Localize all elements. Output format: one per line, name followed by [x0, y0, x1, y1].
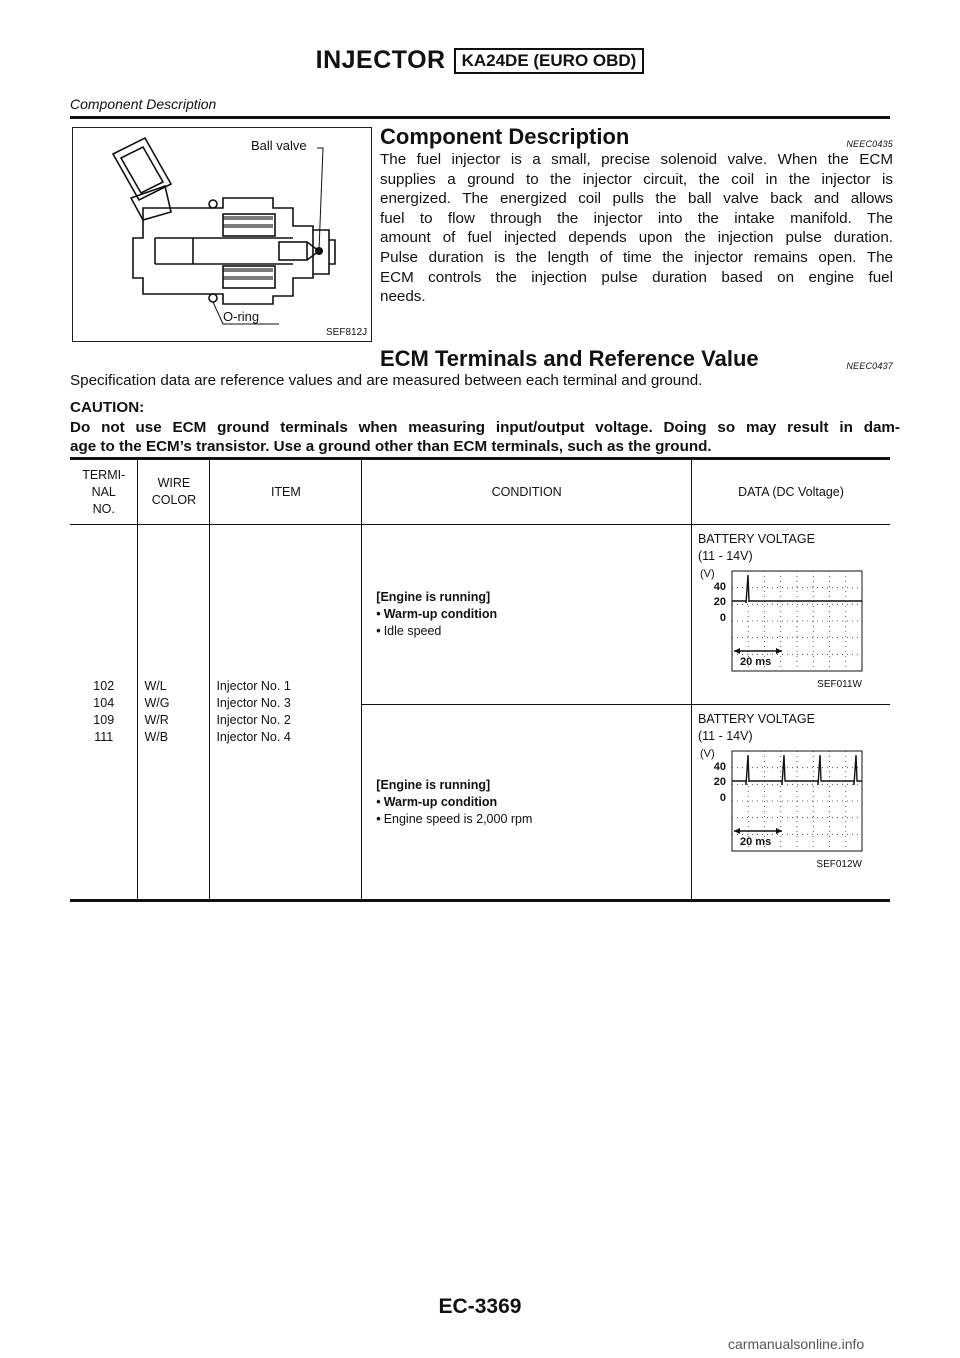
wire-cell: W/L W/G W/R W/B	[138, 525, 210, 901]
description-line: fuel to flow through the injector into the intake manifold. The	[380, 209, 893, 227]
description-line: needs.	[380, 288, 426, 306]
caution-line: age to the ECM’s transistor. Use a ground other than ECM terminals, such as the ground.	[70, 438, 712, 456]
scope-tick-label: 20	[713, 596, 726, 608]
injector-figure	[72, 127, 372, 342]
watermark: carmanualsonline.info	[728, 1336, 865, 1352]
ecm-section-header	[380, 344, 893, 372]
item-cell: Injector No. 1 Injector No. 3 Injector No. 2 Injector No. 4	[210, 525, 362, 901]
page-number: EC-3369	[438, 1295, 522, 1318]
section-title-ecm: ECM Terminals and Reference Value	[380, 346, 759, 371]
header-rule	[70, 116, 890, 119]
description-line: The fuel injector is a small, precise solenoid valve. When the ECM	[380, 151, 893, 168]
scope-timebase-label: 20 ms	[739, 656, 772, 668]
page-subtitle: Component Description	[70, 96, 217, 112]
description-paragraph	[380, 150, 893, 307]
col-terminal-header: TERMI- NAL NO.	[70, 459, 138, 525]
engine-badge: KA24DE (EURO OBD)	[454, 48, 645, 74]
oscilloscope-trace-idle	[698, 565, 884, 689]
scope-tick-label: 0	[719, 612, 726, 624]
component-description	[380, 120, 893, 307]
col-wire-header: WIRE COLOR	[138, 459, 210, 525]
table-row	[70, 525, 890, 705]
description-line: energized. The energized coil pulls the ball valve back and allows	[380, 190, 893, 208]
scope-tick-label: 0	[719, 792, 726, 804]
col-item-header: ITEM	[210, 459, 362, 525]
caution-label: CAUTION:	[70, 399, 145, 416]
data-cell: BATTERY VOLTAGE (11 - 14V) (V) 40 20 0 20 ms SEF012W	[691, 705, 890, 901]
description-line: supplies a ground to the injector circuit, the coil in the injector is	[380, 170, 893, 188]
description-line: ECM controls the injection pulse duration based on engine fuel	[380, 268, 893, 286]
intro-text: Specification data are reference values and are measured between each terminal and ground.	[70, 372, 703, 389]
scope-figure-code: SEF011W	[817, 679, 862, 689]
condition-cell: [Engine is running] • Warm-up condition • Idle speed	[362, 525, 692, 705]
page-title: INJECTOR	[315, 46, 446, 74]
section-code: NEEC0435	[846, 139, 893, 149]
scope-tick-label: 40	[713, 581, 726, 593]
ecm-reference-table	[70, 457, 890, 902]
o-ring-label: O-ring	[223, 309, 260, 324]
scope-figure-code: SEF012W	[816, 859, 862, 869]
description-line: amount of fuel injected depends upon the injection pulse duration.	[380, 229, 893, 247]
terminal-cell: 102 104 109 111	[70, 525, 138, 901]
ball-valve-label: Ball valve	[251, 138, 307, 153]
scope-unit-label: (V)	[699, 568, 715, 580]
section-code: NEEC0437	[846, 361, 893, 371]
oscilloscope-trace-2000rpm	[698, 745, 884, 869]
scope-unit-label: (V)	[699, 748, 715, 760]
figure-code: SEF812J	[326, 327, 368, 338]
table-header-row	[70, 459, 890, 525]
section-title-component: Component Description	[380, 124, 630, 149]
caution-text	[70, 418, 900, 457]
scope-timebase-label: 20 ms	[739, 836, 772, 848]
reference-table-wrap	[70, 457, 890, 902]
condition-cell: [Engine is running] • Warm-up condition • Engine speed is 2,000 rpm	[362, 705, 692, 901]
page-header	[0, 46, 960, 75]
col-data-header: DATA (DC Voltage)	[738, 484, 844, 499]
description-line: Pulse duration is the length of time the injector remains open. The	[380, 248, 893, 266]
injector-cutaway-drawing	[73, 128, 371, 341]
scope-tick-label: 20	[713, 776, 726, 788]
caution-block	[70, 398, 900, 457]
scope-tick-label: 40	[713, 761, 726, 773]
caution-line: Do not use ECM ground terminals when measuring input/output voltage. Doing so may result in dam-	[70, 418, 900, 436]
col-condition-header: CONDITION	[362, 459, 692, 525]
data-cell: BATTERY VOLTAGE (11 - 14V) (V) 40 20 0 20 ms SEF011W	[691, 525, 890, 705]
